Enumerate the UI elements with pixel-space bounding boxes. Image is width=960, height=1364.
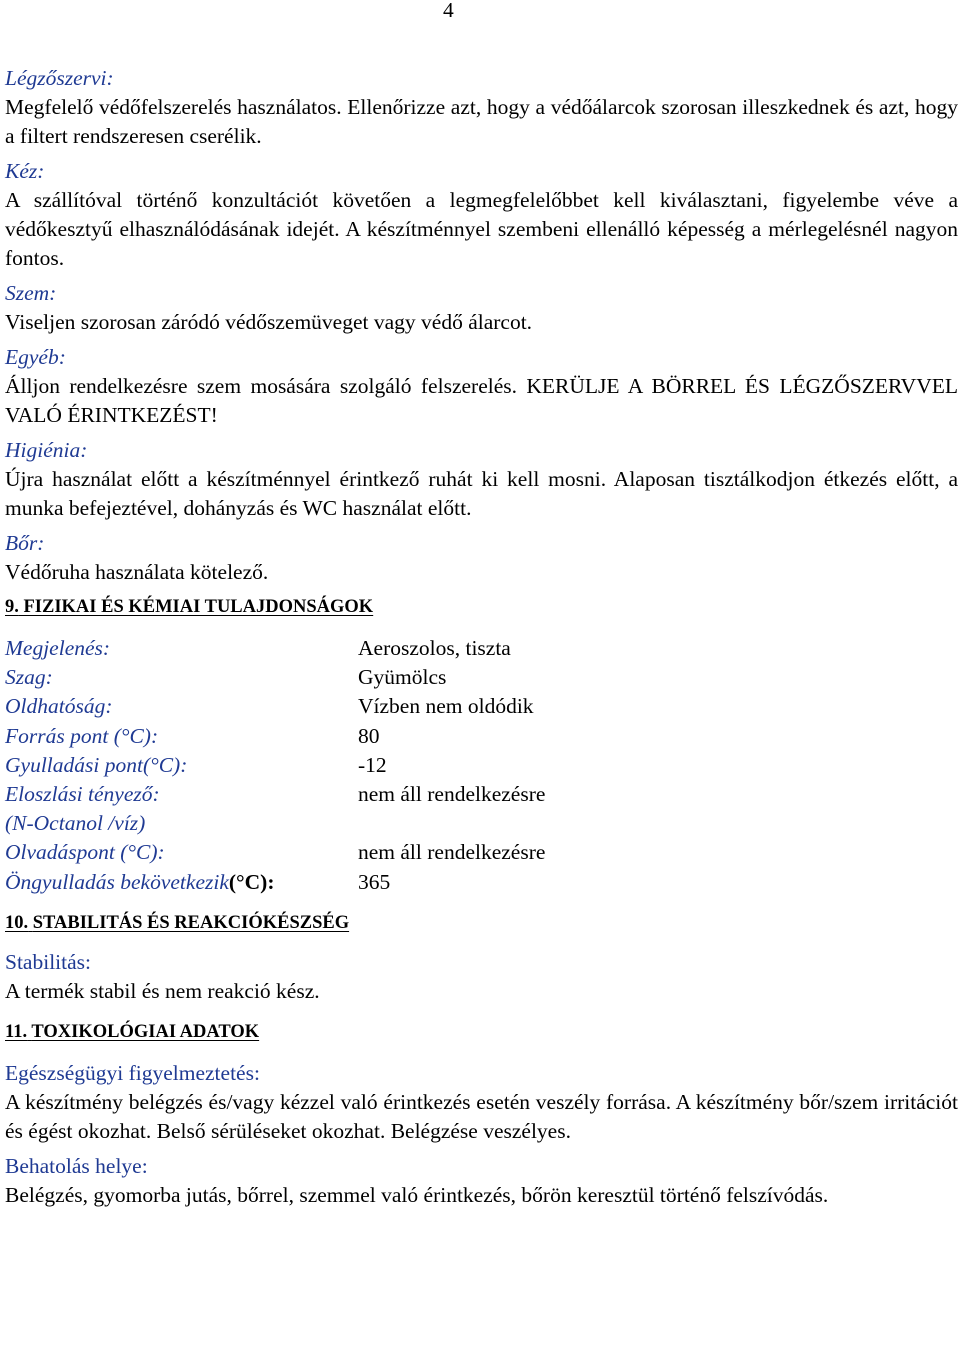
section-11-heading [5,1018,958,1047]
hand-text: A szállítóval történő konzultációt követően a legmegfelelőbbet kell kiválasztani, figyelembe véve a védőkesztyű elhasználódásának idejét. A készítménnyel szembeni ellenálló képesség a mérlegelésnél nagyon fontos. [5,188,958,270]
property-value: 80 [358,723,380,748]
health-warning-label: Egészségügyi figyelmeztetés: [5,1060,260,1085]
property-value: nem áll rendelkezésre [358,840,546,865]
property-row [5,663,958,692]
property-value: 365 [358,869,391,894]
property-row [5,692,958,721]
section-9-number: 9. [5,597,19,617]
document-body [5,64,958,1216]
eye-protection [5,279,958,337]
skin-label: Bőr: [5,531,45,555]
property-row [5,780,958,809]
hygiene [5,436,958,523]
hygiene-label: Higiénia: [5,438,88,462]
respiratory-label: Légzőszervi: [5,66,114,90]
skin-text: Védőruha használata kötelező. [5,560,269,584]
hygiene-text: Újra használat előtt a készítménnyel érintkező ruhát ki kell mosni. Alaposan tisztálkodjon étkezés előtt, a munka befejeztével, dohányzás és WC használat előtt. [5,467,958,520]
stability [5,948,958,1006]
respiratory-text: Megfelelő védőfelszerelés használatos. Ellenőrizze azt, hogy a védőálarcok szorosan illeszkednek és azt, hogy a filtert rendszeresen cserélik. [5,95,958,148]
health-warning-text: A készítmény belégzés és/vagy kézzel való érintkezés esetén veszély forrása. A készítmény bőr/szem irritációt és égést okozhat. Belső sérüléseket okozhat. Belégzése veszélyes. [5,1089,958,1143]
property-key: Eloszlási tényező: [5,781,160,806]
property-value: Gyümölcs [358,665,447,690]
section-11-title: TOXIKOLÓGIAI ADATOK [31,1021,260,1042]
property-key: Oldhatóság: [5,694,113,719]
property-row [5,751,958,780]
property-key: Olvadáspont (°C): [5,840,165,865]
property-key [5,868,358,897]
property-key: (N-Octanol /víz) [5,811,146,836]
eye-text: Viseljen szorosan záródó védőszemüveget vagy védő álarcot. [5,310,533,334]
section-9-title: FIZIKAI ÉS KÉMIAI TULAJDONSÁGOK [23,597,374,617]
property-row [5,634,958,663]
section-11-number: 11. [5,1021,28,1042]
section-10-heading [5,909,958,938]
property-row [5,809,958,838]
property-value: Aeroszolos, tiszta [358,636,511,660]
hand-label: Kéz: [5,159,45,183]
other-label: Egyéb: [5,345,66,369]
section-10-title: STABILITÁS ÉS REAKCIÓKÉSZSÉG [32,912,350,933]
exposure-route [5,1152,958,1210]
property-key: Megjelenés: [5,636,111,660]
eye-label: Szem: [5,281,57,305]
property-key-bold: (°C): [228,869,275,894]
stability-label: Stabilitás: [5,949,91,974]
page-number: 4 [443,0,454,22]
skin-protection [5,529,958,587]
property-value: Vízben nem oldódik [358,694,534,719]
exposure-route-label: Behatolás helye: [5,1153,148,1178]
hand-protection [5,157,958,273]
section-9-heading [5,593,958,622]
other-text: Álljon rendelkezésre szem mosására szolgáló felszerelés. KERÜLJE A BÖRREL ÉS LÉGZŐSZERVVEL VALÓ ÉRINTKEZÉST! [5,374,958,427]
exposure-route-text: Belégzés, gyomorba jutás, bőrrel, szemmel való érintkezés, bőrön keresztül történő felszívódás. [5,1182,829,1207]
property-row [5,722,958,751]
other-protection [5,343,958,430]
health-warning [5,1059,958,1146]
property-row [5,868,958,897]
property-key: Forrás pont (°C): [5,723,159,748]
property-row [5,838,958,867]
respiratory-protection [5,64,958,151]
property-value: -12 [358,752,387,777]
property-key: Szag: [5,665,53,690]
property-key-italic: Öngyulladás bekövetkezik [5,869,229,894]
property-value: nem áll rendelkezésre [358,781,546,806]
section-10-number: 10. [5,912,29,933]
stability-text: A termék stabil és nem reakció kész. [5,978,320,1003]
property-key: Gyulladási pont(°C): [5,752,188,777]
properties-table [5,634,958,897]
